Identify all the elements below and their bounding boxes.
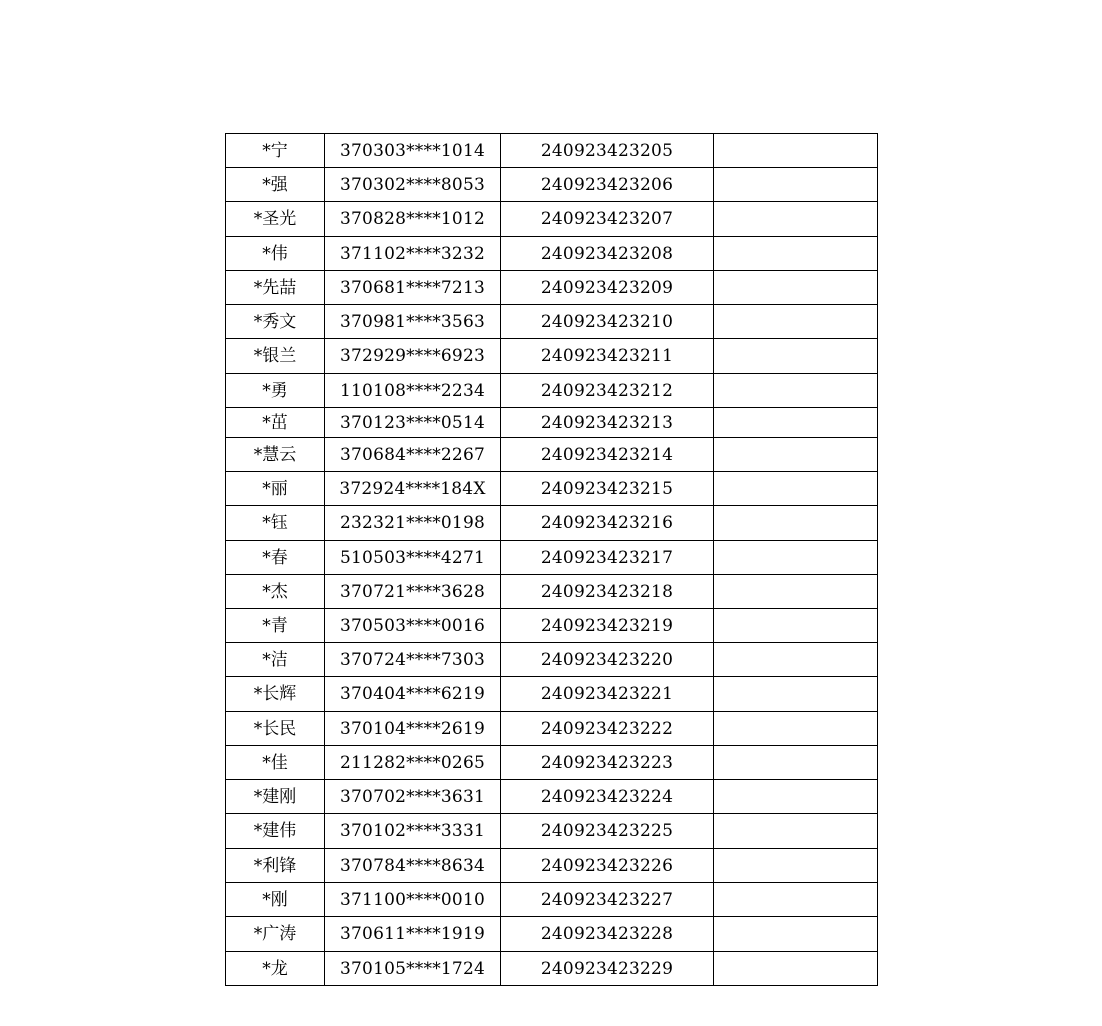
id-number-cell: 370302****8053 xyxy=(325,168,501,202)
roster-table xyxy=(225,133,878,986)
empty-cell xyxy=(714,609,878,643)
name-cell: *伟 xyxy=(226,237,325,271)
registration-number-cell: 240923423220 xyxy=(501,643,714,677)
id-number-cell: 370981****3563 xyxy=(325,305,501,339)
registration-number-cell: 240923423219 xyxy=(501,609,714,643)
name-cell: *龙 xyxy=(226,952,325,986)
name-cell: *青 xyxy=(226,609,325,643)
empty-cell xyxy=(714,575,878,609)
empty-cell xyxy=(714,271,878,305)
table-row xyxy=(226,305,878,339)
empty-cell xyxy=(714,780,878,814)
table-row xyxy=(226,168,878,202)
id-number-cell: 370303****1014 xyxy=(325,134,501,168)
id-number-cell: 370681****7213 xyxy=(325,271,501,305)
id-number-cell: 370503****0016 xyxy=(325,609,501,643)
name-cell: *长民 xyxy=(226,712,325,746)
registration-number-cell: 240923423211 xyxy=(501,339,714,374)
table-row xyxy=(226,883,878,917)
table-row xyxy=(226,202,878,237)
name-cell: *建伟 xyxy=(226,814,325,849)
name-cell: *茁 xyxy=(226,408,325,438)
name-cell: *先喆 xyxy=(226,271,325,305)
table-row xyxy=(226,712,878,746)
name-cell: *佳 xyxy=(226,746,325,780)
empty-cell xyxy=(714,849,878,883)
name-cell: *利锋 xyxy=(226,849,325,883)
id-number-cell: 370702****3631 xyxy=(325,780,501,814)
id-number-cell: 370721****3628 xyxy=(325,575,501,609)
id-number-cell: 370611****1919 xyxy=(325,917,501,952)
name-cell: *圣光 xyxy=(226,202,325,237)
table-row xyxy=(226,643,878,677)
table-row xyxy=(226,134,878,168)
empty-cell xyxy=(714,339,878,374)
id-number-cell: 370105****1724 xyxy=(325,952,501,986)
table-row xyxy=(226,438,878,472)
id-number-cell: 510503****4271 xyxy=(325,541,501,575)
name-cell: *建刚 xyxy=(226,780,325,814)
id-number-cell: 370104****2619 xyxy=(325,712,501,746)
empty-cell xyxy=(714,438,878,472)
table-row xyxy=(226,339,878,374)
roster-table-body xyxy=(226,134,878,986)
registration-number-cell: 240923423222 xyxy=(501,712,714,746)
registration-number-cell: 240923423221 xyxy=(501,677,714,712)
table-row xyxy=(226,952,878,986)
id-number-cell: 211282****0265 xyxy=(325,746,501,780)
name-cell: *长辉 xyxy=(226,677,325,712)
name-cell: *杰 xyxy=(226,575,325,609)
name-cell: *洁 xyxy=(226,643,325,677)
empty-cell xyxy=(714,643,878,677)
table-row xyxy=(226,237,878,271)
id-number-cell: 370684****2267 xyxy=(325,438,501,472)
table-row xyxy=(226,609,878,643)
table-row xyxy=(226,374,878,408)
id-number-cell: 370102****3331 xyxy=(325,814,501,849)
registration-number-cell: 240923423209 xyxy=(501,271,714,305)
registration-number-cell: 240923423218 xyxy=(501,575,714,609)
empty-cell xyxy=(714,472,878,506)
name-cell: *丽 xyxy=(226,472,325,506)
name-cell: *强 xyxy=(226,168,325,202)
table-row xyxy=(226,575,878,609)
registration-number-cell: 240923423205 xyxy=(501,134,714,168)
id-number-cell: 110108****2234 xyxy=(325,374,501,408)
registration-number-cell: 240923423214 xyxy=(501,438,714,472)
table-row xyxy=(226,780,878,814)
id-number-cell: 370828****1012 xyxy=(325,202,501,237)
id-number-cell: 371100****0010 xyxy=(325,883,501,917)
table-row xyxy=(226,408,878,438)
empty-cell xyxy=(714,134,878,168)
empty-cell xyxy=(714,237,878,271)
empty-cell xyxy=(714,202,878,237)
empty-cell xyxy=(714,917,878,952)
registration-number-cell: 240923423225 xyxy=(501,814,714,849)
id-number-cell: 370404****6219 xyxy=(325,677,501,712)
empty-cell xyxy=(714,883,878,917)
id-number-cell: 372929****6923 xyxy=(325,339,501,374)
registration-number-cell: 240923423226 xyxy=(501,849,714,883)
empty-cell xyxy=(714,408,878,438)
registration-number-cell: 240923423207 xyxy=(501,202,714,237)
registration-number-cell: 240923423229 xyxy=(501,952,714,986)
registration-number-cell: 240923423206 xyxy=(501,168,714,202)
registration-number-cell: 240923423213 xyxy=(501,408,714,438)
name-cell: *银兰 xyxy=(226,339,325,374)
table-row xyxy=(226,506,878,541)
table-row xyxy=(226,677,878,712)
registration-number-cell: 240923423208 xyxy=(501,237,714,271)
name-cell: *刚 xyxy=(226,883,325,917)
empty-cell xyxy=(714,677,878,712)
table-row xyxy=(226,746,878,780)
name-cell: *慧云 xyxy=(226,438,325,472)
table-row xyxy=(226,541,878,575)
table-row xyxy=(226,472,878,506)
table-row xyxy=(226,271,878,305)
empty-cell xyxy=(714,541,878,575)
empty-cell xyxy=(714,746,878,780)
id-number-cell: 370724****7303 xyxy=(325,643,501,677)
registration-number-cell: 240923423227 xyxy=(501,883,714,917)
id-number-cell: 371102****3232 xyxy=(325,237,501,271)
empty-cell xyxy=(714,712,878,746)
name-cell: *钰 xyxy=(226,506,325,541)
empty-cell xyxy=(714,374,878,408)
table-row xyxy=(226,814,878,849)
table-row xyxy=(226,849,878,883)
name-cell: *勇 xyxy=(226,374,325,408)
empty-cell xyxy=(714,168,878,202)
name-cell: *宁 xyxy=(226,134,325,168)
id-number-cell: 370784****8634 xyxy=(325,849,501,883)
name-cell: *广涛 xyxy=(226,917,325,952)
empty-cell xyxy=(714,952,878,986)
table-row xyxy=(226,917,878,952)
registration-number-cell: 240923423223 xyxy=(501,746,714,780)
name-cell: *春 xyxy=(226,541,325,575)
registration-number-cell: 240923423228 xyxy=(501,917,714,952)
id-number-cell: 232321****0198 xyxy=(325,506,501,541)
registration-number-cell: 240923423216 xyxy=(501,506,714,541)
empty-cell xyxy=(714,814,878,849)
empty-cell xyxy=(714,305,878,339)
registration-number-cell: 240923423212 xyxy=(501,374,714,408)
registration-number-cell: 240923423217 xyxy=(501,541,714,575)
id-number-cell: 370123****0514 xyxy=(325,408,501,438)
registration-number-cell: 240923423224 xyxy=(501,780,714,814)
empty-cell xyxy=(714,506,878,541)
name-cell: *秀文 xyxy=(226,305,325,339)
id-number-cell: 372924****184X xyxy=(325,472,501,506)
registration-number-cell: 240923423210 xyxy=(501,305,714,339)
registration-number-cell: 240923423215 xyxy=(501,472,714,506)
